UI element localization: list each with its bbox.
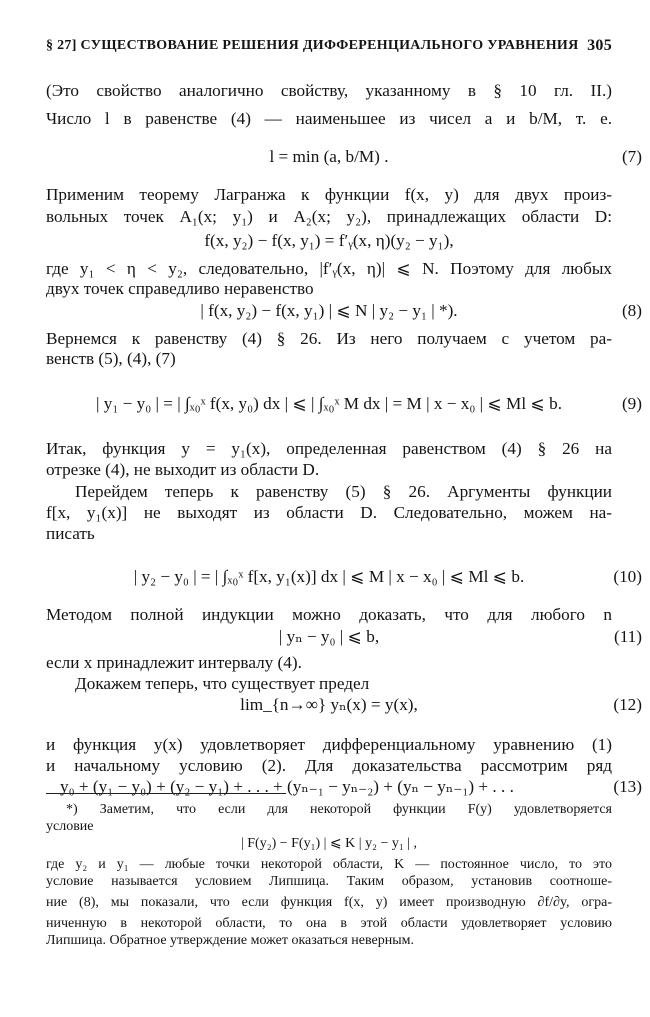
footnote-line: ние (8), мы показали, что если функция f(x, y) имеет производную ∂f/∂y, огра- bbox=[46, 895, 612, 910]
text-line: Перейдем теперь к равенству (5) § 26. Аргументы функции bbox=[75, 482, 612, 501]
footnote-line: где y₂ и y₁ — любые точки некоторой области, K — постоянное число, то это bbox=[46, 857, 612, 872]
formula: | y₂ − y₀ | = | ∫ₓ₀ˣ f[x, y₁(x)] dx | ⩽ M | x − x₀ | ⩽ Ml ⩽ b. bbox=[133, 567, 525, 586]
text-line: вольных точек A₁(x; y₁) и A₂(x; y₂), принадлежащих области D: bbox=[46, 207, 612, 226]
text-line: отрезке (4), не выходит из области D. bbox=[46, 460, 320, 479]
formula: y₀ + (y₁ − y₀) + (y₂ − y₁) + . . . + (yₙ₋₁ − yₙ₋₂) + (yₙ − yₙ₋₁) + . . . bbox=[60, 777, 514, 796]
running-header bbox=[46, 38, 612, 54]
text-line: Итак, функция y = y₁(x), определенная равенством (4) § 26 на bbox=[46, 439, 612, 458]
text-line: Число l в равенстве (4) — наименьшее из чисел a и b/M, т. е. bbox=[46, 109, 612, 128]
text-line: f[x, y₁(x)] не выходят из области D. Следовательно, можем на- bbox=[46, 503, 612, 522]
text-line: и функция y(x) удовлетворяет дифференциальному уравнению (1) bbox=[46, 735, 612, 754]
equation-number: (7) bbox=[621, 147, 642, 166]
footnote-line: условие bbox=[46, 819, 94, 834]
text-line: Методом полной индукции можно доказать, что для любого n bbox=[46, 605, 612, 624]
footnote-rule bbox=[46, 793, 286, 794]
equation-number: (13) bbox=[613, 777, 642, 796]
footnote-formula: | F(y₂) − F(y₁) | ⩽ K | y₂ − y₁ | , bbox=[240, 836, 418, 851]
equation-number: (12) bbox=[613, 695, 642, 714]
text-line: Докажем теперь, что существует предел bbox=[75, 674, 370, 693]
text-line: (Это свойство аналогично свойству, указанному в § 10 гл. II.) bbox=[46, 81, 612, 100]
formula: lim_{n→∞} yₙ(x) = y(x), bbox=[240, 695, 418, 714]
text-line: писать bbox=[46, 524, 95, 543]
text-line: где y₁ < η < y₂, следовательно, |f′ᵧ(x, η)| ⩽ N. Поэтому для любых bbox=[46, 259, 612, 278]
formula: f(x, y₂) − f(x, y₁) = f′ᵧ(x, η)(y₂ − y₁), bbox=[204, 231, 454, 250]
text-line: венств (5), (4), (7) bbox=[46, 349, 176, 368]
equation-number: (8) bbox=[621, 301, 642, 320]
equation-number: (10) bbox=[613, 567, 642, 586]
formula: l = min (a, b/M) . bbox=[269, 147, 389, 166]
formula: | f(x, y₂) − f(x, y₁) | ⩽ N | y₂ − y₁ | *). bbox=[200, 301, 458, 320]
formula: | yₙ − y₀ | ⩽ b, bbox=[278, 627, 380, 646]
footnote-line: ниченную в некоторой области, то она в этой области удовлетворяет условию bbox=[46, 916, 612, 931]
header-section: § 27] СУЩЕСТВОВАНИЕ РЕШЕНИЯ ДИФФЕРЕНЦИАЛЬНОГО УРАВНЕНИЯ bbox=[46, 38, 579, 53]
page-number: 305 bbox=[587, 37, 612, 54]
text-line: Вернемся к равенству (4) § 26. Из него получаем с учетом ра- bbox=[46, 329, 612, 348]
footnote-line: *) Заметим, что если для некоторой функции F(y) удовлетворяется bbox=[66, 802, 612, 817]
equation-number: (11) bbox=[614, 627, 642, 646]
text-line: если x принадлежит интервалу (4). bbox=[46, 653, 302, 672]
text-line: и начальному условию (2). Для доказательства рассмотрим ряд bbox=[46, 756, 612, 775]
footnote-line: Липшица. Обратное утверждение может оказаться неверным. bbox=[46, 933, 414, 948]
footnote-line: условие называется условием Липшица. Таким образом, установив соотноше- bbox=[46, 874, 612, 889]
formula: | y₁ − y₀ | = | ∫ₓ₀ˣ f(x, y₀) dx | ⩽ | ∫ₓ₀ˣ M dx | = M | x − x₀ | ⩽ Ml ⩽ b. bbox=[95, 394, 562, 413]
text-line: двух точек справедливо неравенство bbox=[46, 279, 314, 298]
equation-number: (9) bbox=[621, 394, 642, 413]
text-line: Применим теорему Лагранжа к функции f(x, y) для двух произ- bbox=[46, 185, 612, 204]
